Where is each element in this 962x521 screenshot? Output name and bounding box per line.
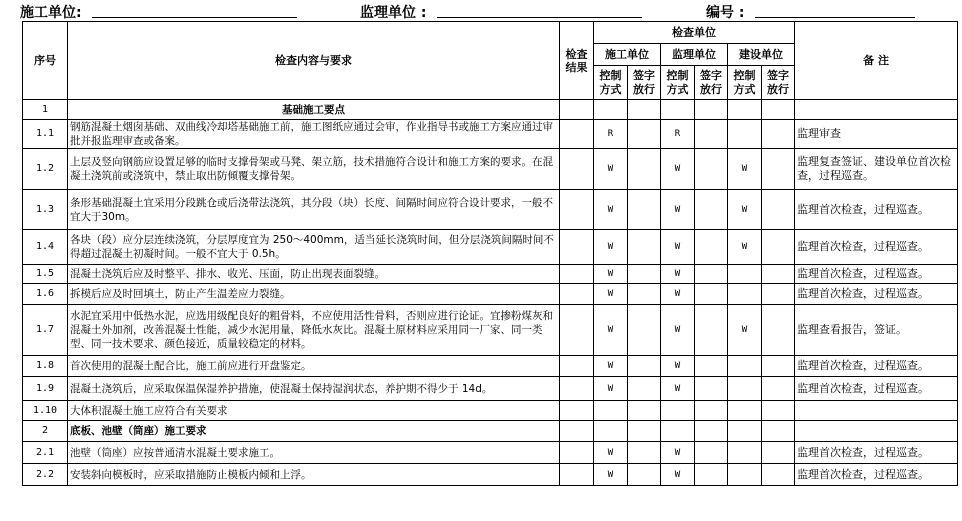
row-content: 条形基础混凝土宜采用分段跳仓或后浇带法浇筑，其分段（块）长度、间隔时间应符合设计要求，一般不宜大于30m。 — [68, 190, 560, 230]
inspection-table — [22, 21, 958, 486]
construction-control-mode — [594, 401, 628, 421]
owner-control-mode: W — [728, 149, 762, 190]
owner-control-mode — [728, 442, 762, 464]
construction-control-mode: W — [594, 377, 628, 401]
table-row — [23, 265, 958, 284]
number-label: 编号 : — [706, 5, 745, 21]
row-remarks — [795, 421, 958, 442]
owner-sign-release — [762, 464, 795, 486]
table-row — [23, 230, 958, 265]
supervision-control-mode: W — [661, 265, 695, 284]
construction-control-mode: W — [594, 190, 628, 230]
supervision-control-mode: R — [661, 120, 695, 149]
owner-sign-release — [762, 356, 795, 377]
row-seq: 1 — [23, 100, 68, 120]
section-row — [23, 100, 958, 120]
section-title: 基础施工要点 — [68, 100, 560, 120]
supervision-control-mode: W — [661, 305, 695, 356]
supervision-control-mode — [661, 401, 695, 421]
owner-control-mode — [728, 120, 762, 149]
construction-sign-release — [628, 464, 661, 486]
supervision-control-mode: W — [661, 149, 695, 190]
supervision-control-mode: W — [661, 464, 695, 486]
supervision-sign-release — [695, 190, 728, 230]
owner-sign-release — [762, 284, 795, 305]
table-row — [23, 284, 958, 305]
empty-cell — [628, 421, 661, 442]
row-content: 安装斜向模板时，应采取措施防止模板内倾和上浮。 — [68, 464, 560, 486]
supervision-unit-label: 监理单位 : — [360, 5, 427, 21]
row-remarks: 监理首次检查，过程巡查。 — [795, 265, 958, 284]
owner-control-mode — [728, 401, 762, 421]
result-cell — [560, 377, 594, 401]
row-content: 池壁（筒座）应按普通清水混凝土要求施工。 — [68, 442, 560, 464]
row-remarks: 监理复查签证、建设单位首次检查，过程巡查。 — [795, 149, 958, 190]
row-seq: 2 — [23, 421, 68, 442]
result-cell — [560, 149, 594, 190]
supervision-sign-release — [695, 149, 728, 190]
result-cell — [560, 421, 594, 442]
result-cell — [560, 265, 594, 284]
owner-control-mode: W — [728, 190, 762, 230]
result-cell — [560, 284, 594, 305]
row-seq: 1.1 — [23, 120, 68, 149]
construction-control-mode: R — [594, 120, 628, 149]
owner-sign-release — [762, 442, 795, 464]
construction-sign-release-header: 签字放行 — [628, 66, 661, 100]
result-cell — [560, 356, 594, 377]
construction-unit-header: 施工单位 — [594, 44, 661, 66]
row-remarks: 监理首次检查，过程巡查。 — [795, 284, 958, 305]
section-title: 底板、池壁（筒座）施工要求 — [68, 421, 560, 442]
empty-cell — [594, 421, 628, 442]
owner-sign-release — [762, 149, 795, 190]
seq-header: 序号 — [23, 22, 68, 100]
construction-control-mode: W — [594, 284, 628, 305]
row-seq: 1.8 — [23, 356, 68, 377]
owner-control-mode: W — [728, 305, 762, 356]
row-seq: 1.10 — [23, 401, 68, 421]
table-row — [23, 356, 958, 377]
owner-unit-header: 建设单位 — [728, 44, 795, 66]
row-content: 拆模后应及时回填土，防止产生温差应力裂缝。 — [68, 284, 560, 305]
supervision-sign-release — [695, 377, 728, 401]
row-seq: 1.5 — [23, 265, 68, 284]
supervision-sign-release — [695, 464, 728, 486]
result-cell — [560, 100, 594, 120]
owner-sign-release — [762, 377, 795, 401]
table-row — [23, 190, 958, 230]
owner-sign-release-header: 签字放行 — [762, 66, 795, 100]
owner-control-mode — [728, 464, 762, 486]
construction-control-mode: W — [594, 305, 628, 356]
row-seq: 2.1 — [23, 442, 68, 464]
construction-sign-release — [628, 356, 661, 377]
row-remarks — [795, 401, 958, 421]
supervision-control-mode: W — [661, 190, 695, 230]
construction-control-mode: W — [594, 149, 628, 190]
construction-unit-field[interactable] — [92, 17, 297, 18]
result-cell — [560, 464, 594, 486]
result-cell — [560, 190, 594, 230]
table-row — [23, 442, 958, 464]
construction-sign-release — [628, 120, 661, 149]
supervision-control-mode: W — [661, 377, 695, 401]
empty-cell — [695, 100, 728, 120]
table-row — [23, 377, 958, 401]
construction-sign-release — [628, 284, 661, 305]
owner-control-mode — [728, 265, 762, 284]
row-remarks: 监理首次检查，过程巡查。 — [795, 464, 958, 486]
row-content: 各块（段）应分层连续浇筑，分层厚度宜为 250～400mm，适当延长浇筑时间，但分层浇筑间隔时间不得超过混凝土初凝时间。一般不宜大于 0.5h。 — [68, 230, 560, 265]
supervision-sign-release — [695, 442, 728, 464]
supervision-control-mode: W — [661, 356, 695, 377]
row-remarks — [795, 100, 958, 120]
construction-control-mode: W — [594, 265, 628, 284]
row-content: 水泥宜采用中低热水泥，应选用级配良好的粗骨料，不应使用活性骨料，否则应进行论证。宜掺粉煤灰和混凝土外加剂，改善混凝土性能，减少水泥用量，降低水灰比。混凝土原材料应采用同一厂家、同一类型、同一技术要求、颜色接近，质量较稳定的材料。 — [68, 305, 560, 356]
row-content: 上层及竖向钢筋应设置足够的临时支撑骨架或马凳、架立筋，技术措施符合设计和施工方案的要求。在混凝土浇筑前或浇筑中，禁止取出防倾覆支撑骨架。 — [68, 149, 560, 190]
row-content: 混凝土浇筑后，应采取保温保湿养护措施，使混凝土保持湿润状态，养护期不得少于 14d。 — [68, 377, 560, 401]
supervision-sign-release — [695, 284, 728, 305]
owner-sign-release — [762, 190, 795, 230]
number-field[interactable] — [755, 17, 915, 18]
construction-sign-release — [628, 442, 661, 464]
row-seq: 1.6 — [23, 284, 68, 305]
row-seq: 1.9 — [23, 377, 68, 401]
construction-control-mode: W — [594, 230, 628, 265]
owner-sign-release — [762, 120, 795, 149]
form-header — [0, 0, 962, 22]
row-content: 钢筋混凝土烟囱基础、双曲线冷却塔基础施工前，施工图纸应通过会审，作业指导书或施工方案应通过审批并报监理审查或备案。 — [68, 120, 560, 149]
check-unit-header: 检查单位 — [594, 22, 795, 44]
row-seq: 1.2 — [23, 149, 68, 190]
construction-sign-release — [628, 401, 661, 421]
row-remarks: 监理首次检查，过程巡查。 — [795, 442, 958, 464]
owner-sign-release — [762, 305, 795, 356]
supervision-sign-release — [695, 356, 728, 377]
construction-sign-release — [628, 149, 661, 190]
remarks-header: 备 注 — [795, 22, 958, 100]
empty-cell — [728, 421, 762, 442]
empty-cell — [661, 421, 695, 442]
owner-control-mode — [728, 377, 762, 401]
row-remarks: 监理查看报告，签证。 — [795, 305, 958, 356]
row-content: 混凝土浇筑后应及时整平、排水、收光、压面，防止出现表面裂缝。 — [68, 265, 560, 284]
empty-cell — [762, 421, 795, 442]
construction-sign-release — [628, 305, 661, 356]
owner-sign-release — [762, 401, 795, 421]
empty-cell — [594, 100, 628, 120]
table-row — [23, 149, 958, 190]
row-content: 首次使用的混凝土配合比，施工前应进行开盘鉴定。 — [68, 356, 560, 377]
content-header: 检查内容与要求 — [68, 22, 560, 100]
construction-sign-release — [628, 265, 661, 284]
supervision-sign-release-header: 签字放行 — [695, 66, 728, 100]
row-remarks: 监理首次检查，过程巡查。 — [795, 356, 958, 377]
construction-control-mode-header: 控制方式 — [594, 66, 628, 100]
supervision-unit-field[interactable] — [437, 17, 642, 18]
empty-cell — [661, 100, 695, 120]
result-cell — [560, 442, 594, 464]
construction-control-mode: W — [594, 464, 628, 486]
result-cell — [560, 305, 594, 356]
row-remarks: 监理首次检查，过程巡查。 — [795, 190, 958, 230]
supervision-control-mode: W — [661, 230, 695, 265]
supervision-control-mode-header: 控制方式 — [661, 66, 695, 100]
construction-control-mode: W — [594, 356, 628, 377]
empty-cell — [728, 100, 762, 120]
row-remarks: 监理审查 — [795, 120, 958, 149]
empty-cell — [695, 421, 728, 442]
owner-control-mode — [728, 284, 762, 305]
owner-control-mode-header: 控制方式 — [728, 66, 762, 100]
supervision-control-mode: W — [661, 442, 695, 464]
supervision-sign-release — [695, 120, 728, 149]
owner-sign-release — [762, 230, 795, 265]
result-header: 检查结果 — [560, 22, 594, 100]
result-cell — [560, 230, 594, 265]
table-row — [23, 464, 958, 486]
row-seq: 2.2 — [23, 464, 68, 486]
row-seq: 1.7 — [23, 305, 68, 356]
row-seq: 1.4 — [23, 230, 68, 265]
row-content: 大体积混凝土施工应符合有关要求 — [68, 401, 560, 421]
table-row — [23, 305, 958, 356]
construction-sign-release — [628, 377, 661, 401]
supervision-sign-release — [695, 230, 728, 265]
empty-cell — [628, 100, 661, 120]
supervision-control-mode: W — [661, 284, 695, 305]
construction-control-mode: W — [594, 442, 628, 464]
construction-sign-release — [628, 230, 661, 265]
table-row — [23, 401, 958, 421]
supervision-unit-header: 监理单位 — [661, 44, 728, 66]
construction-unit-label: 施工单位: — [20, 5, 82, 21]
row-seq: 1.3 — [23, 190, 68, 230]
row-remarks: 监理首次检查，过程巡查。 — [795, 230, 958, 265]
construction-sign-release — [628, 190, 661, 230]
owner-sign-release — [762, 265, 795, 284]
supervision-sign-release — [695, 305, 728, 356]
section-row — [23, 421, 958, 442]
empty-cell — [762, 100, 795, 120]
supervision-sign-release — [695, 401, 728, 421]
table-row — [23, 120, 958, 149]
owner-control-mode — [728, 356, 762, 377]
supervision-sign-release — [695, 265, 728, 284]
owner-control-mode: W — [728, 230, 762, 265]
result-cell — [560, 120, 594, 149]
row-remarks: 监理首次检查，过程巡查。 — [795, 377, 958, 401]
result-cell — [560, 401, 594, 421]
